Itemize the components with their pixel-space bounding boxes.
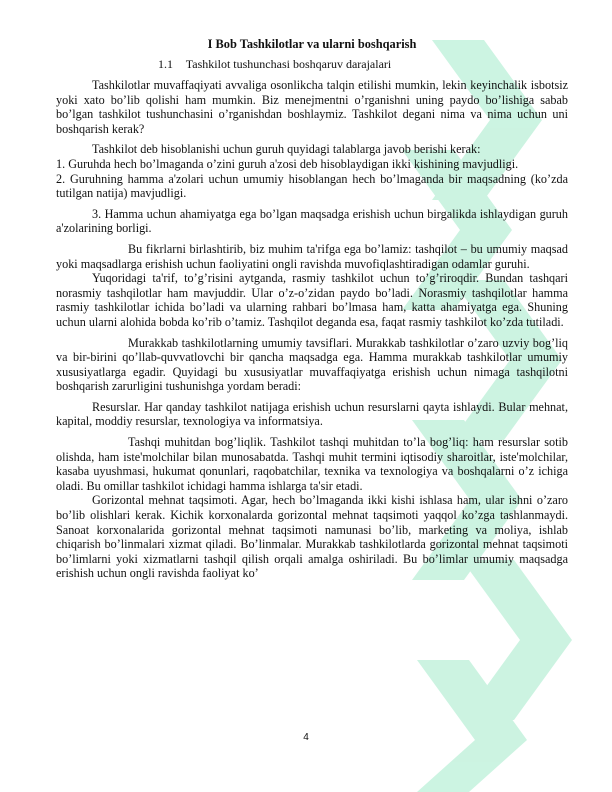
paragraph: Tashkilot deb hisoblanishi uchun guruh quyidagi talablarga javob berishi kerak: bbox=[92, 142, 481, 157]
list-item: 2. Guruhning hamma a'zolari uchun umumiy hisoblangan hech bo’lmaganda bir maqsadning (ko’zda tutilgan natija) mavjudligi. bbox=[56, 171, 568, 201]
section-heading bbox=[158, 56, 568, 72]
page-number: 4 bbox=[303, 732, 309, 743]
chapter-title: I Bob Tashkilotlar va ularni boshqarish bbox=[207, 37, 417, 51]
paragraph: Yuqoridagi ta'rif, to’g’risini aytganda, rasmiy tashkilot uchun to’g’riroqdir. Bundan tashqari norasmiy tashqilotlar ham mavjuddir. Ular o’z-o’zidan paydo bo’ladi. Norasmiy tashqilotlar hamma rasmiy tashkilotlar ichida bo’ladi va ularning rahbari bo’lmasa ham, katta ahamiyatga ega. Shuning uchun ularni alohida bobda ko’rib o’tamiz. Tashqilot deganda esa, faqat rasmiy tashkilot ko’zda tutiladi. bbox=[56, 271, 568, 329]
list-item: 1. Guruhda hech bo’lmaganda o’zini guruh a'zosi deb hisoblaydigan ikki kishining mavjudligi. bbox=[56, 156, 519, 171]
paragraph: Gorizontal mehnat taqsimoti. Agar, hech bo’lmaganda ikki kishi ishlasa ham, ular ishni o’zaro bo’lib olishlari kerak. Kichik korxonalarda gorizontal mehnat taqsimoti yaqqol ko’zga tashlanmaydi. Sanoat korxonalarida gorizontal mehnat taqsimoti namunasi bo’lib, marketing va moliya, ishlab chiqarish bo’linmalari xizmat qiladi. Bo’linmalar. Murakkab tashkilotlarda gorizontal mehnat taqsimoti bo’limlarni yoki xizmatlarni tashqil qilish orqali amalga oshiriladi. Bu bo’limlar umumiy maqsadga erishish uchun ongli ravishda faoliyat ko’ bbox=[56, 493, 568, 581]
paragraph: Tashqi muhitdan bog’liqlik. Tashkilot tashqi muhitdan to’la bog’liq: ham resurslar sotib olishda, ham iste'molchilar bilan munosabatda. Tashqi muhit termini iqtisodiy sharoitlar, iste'molchilar, kasaba uyushmasi, hukumat qonunlari, raqobatchilar, texnika va texnologiya va boshqalarni o’z ichiga oladi. Bu omillar tashkilot ichidagi hamma ishlarga ta'sir etadi. bbox=[56, 435, 568, 493]
paragraph: Murakkab tashkilotlarning umumiy tavsiflari. Murakkab tashkilotlar o’zaro uzviy bog’liq va bir-birini qo’llab-quvvatlovchi bir qancha maqsadga ega. Hamma murakkab tashkilotlar umumiy xususiyatlarga egadir. Quyidagi bu xususiyatlar muvaffaqiyatga erishish uchun nimaga tashqilotni boshqarish zarurligini tushunishga yordam beradi: bbox=[56, 335, 568, 394]
section-title: Tashkilot tushunchasi boshqaruv darajalari bbox=[185, 57, 392, 71]
paragraph: Tashkilotlar muvaffaqiyati avvaliga osonlikcha talqin etilishi mumkin, lekin keyinchalik isbotsiz yoki xato bo’lib qolishi ham mumkin. Biz menejmentni o’rganishni uning paydo bo’lishiga sabab bo’lgan tashkilot tushunchasini o’rganishdan boshlaymiz. Tashkilot degani nima va nima uchun uni boshqarish kerak? bbox=[56, 78, 568, 136]
section-number: 1.1 bbox=[158, 57, 173, 71]
list-item: 3. Hamma uchun ahamiyatga ega bo’lgan maqsadga erishish uchun birgalikda ishlaydigan guruh a'zolarining borligi. bbox=[56, 206, 568, 236]
document-body bbox=[56, 36, 568, 587]
paragraph: Bu fikrlarni birlashtirib, biz muhim ta'rifga ega bo’lamiz: tashqilot – bu umumiy maqsad yoki maqsadlarga erishish uchun faoliyatini ongli ravishda muvofiqlashtiradigan odamlar guruhi. bbox=[56, 241, 568, 271]
paragraph: Resurslar. Har qanday tashkilot natijaga erishish uchun resurslarni qayta ishlaydi. Bular mehnat, kapital, moddiy resurslar, texnologiya va informatsiya. bbox=[56, 399, 568, 429]
